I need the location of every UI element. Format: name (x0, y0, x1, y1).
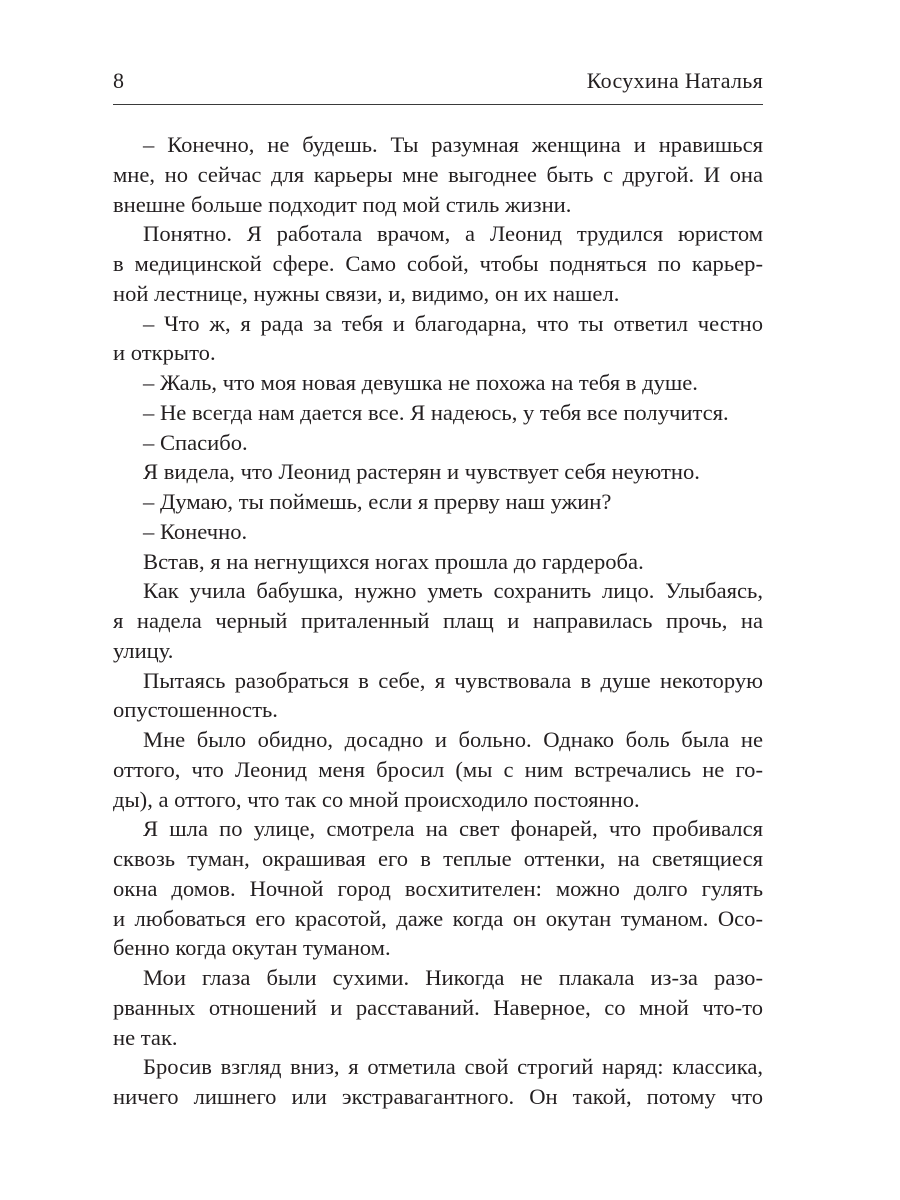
text-line: не так. (113, 1024, 178, 1050)
text-line: сквозь туман, окрашивая его в теплые оттенки, на светящиеся (113, 846, 763, 871)
text-line: – Не всегда нам дается все. Я надеюсь, у тебя все получится. (143, 399, 729, 425)
text-line: – Конечно. (143, 518, 248, 544)
body-text (113, 130, 763, 1112)
header-rule (113, 104, 763, 105)
text-line: – Что ж, я рада за тебя и благодарна, что ты ответил честно (143, 310, 763, 336)
text-line: ничего лишнего или экстравагантного. Он такой, потому что (113, 1084, 763, 1109)
text-line: я надела черный приталенный плащ и направилась прочь, на (113, 608, 763, 633)
running-head (113, 66, 763, 96)
text-line: в медицинской сфере. Само собой, чтобы подняться по карьер- (113, 251, 763, 276)
text-line: внешне больше подходит под мой стиль жизни. (113, 191, 572, 217)
text-line: Как учила бабушка, нужно уметь сохранить лицо. Улыбаясь, (143, 578, 763, 604)
text-line: – Жаль, что моя новая девушка не похожа на тебя в душе. (143, 370, 698, 395)
text-line: и открыто. (113, 340, 216, 366)
text-line: оттого, что Леонид меня бросил (мы с ним встречались не го- (113, 756, 763, 782)
text-line: ды), а оттого, что так со мной происходило постоянно. (113, 786, 640, 812)
text-line: ной лестнице, нужны связи, и, видимо, он их нашел. (113, 280, 620, 306)
text-line: – Думаю, ты поймешь, если я прерву наш ужин? (143, 489, 612, 514)
text-line: Встав, я на негнущихся ногах прошла до гардероба. (143, 548, 644, 574)
text-line: мне, но сейчас для карьеры мне выгоднее быть с другой. И она (113, 161, 763, 187)
text-line: Я видела, что Леонид растерян и чувствует себя неуютно. (143, 459, 700, 485)
text-line: бенно когда окутан туманом. (113, 935, 391, 961)
text-line: Пытаясь разобраться в себе, я чувствовала в душе некоторую (143, 667, 763, 693)
text-line: окна домов. Ночной город восхитителен: можно долго гулять (113, 875, 763, 901)
text-line: и любоваться его красотой, даже когда он окутан туманом. Осо- (113, 905, 763, 931)
text-line: улицу. (113, 637, 174, 663)
text-line: Мне было обидно, досадно и больно. Однако боль была не (143, 727, 763, 752)
text-line: – Конечно, не будешь. Ты разумная женщина и нравишься (143, 132, 763, 157)
text-line: Я шла по улице, смотрела на свет фонарей, что пробивался (143, 816, 763, 842)
text-line: – Спасибо. (143, 429, 248, 455)
text-line: Понятно. Я работала врачом, а Леонид трудился юристом (143, 221, 763, 247)
text-line: опустошенность. (113, 697, 278, 723)
text-line: рванных отношений и расставаний. Наверное, со мной что-то (113, 994, 763, 1020)
text-line: Мои глаза были сухими. Никогда не плакала из-за разо- (143, 965, 763, 990)
page-number: 8 (113, 68, 124, 93)
text-line: Бросив взгляд вниз, я отметила свой строгий наряд: классика, (143, 1054, 763, 1080)
running-head-author: Косухина Наталья (586, 68, 763, 93)
